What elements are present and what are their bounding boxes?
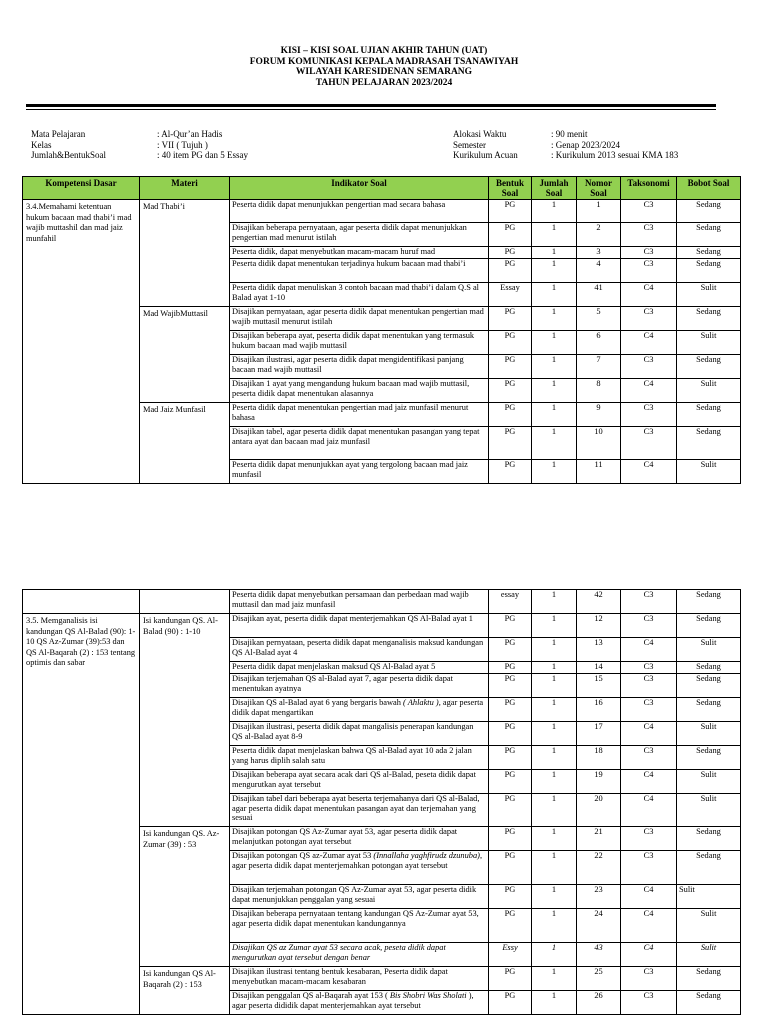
indikator-text: Disajikan ayat, peserta didik dapat menterjemahkan QS Al-Balad ayat 1: [232, 614, 473, 623]
indikator-cell: [230, 943, 489, 967]
taksonomi-cell: C3: [621, 355, 677, 379]
bentuk-cell: PG: [489, 460, 532, 484]
bobot-cell: Sedang: [677, 614, 741, 638]
indikator-text: Disajikan beberapa ayat secara acak dari QS al-Balad, peseta didik dapat mengurutkan ayat tersebut: [232, 770, 476, 789]
taksonomi-cell: C3: [621, 827, 677, 851]
jumlah-cell: 1: [532, 885, 577, 909]
taksonomi-cell: C4: [621, 794, 677, 827]
bobot-cell: Sulit: [677, 379, 741, 403]
nomor-cell: 9: [577, 403, 621, 427]
jumlah-cell: 1: [532, 698, 577, 722]
taksonomi-cell: C4: [621, 460, 677, 484]
indikator-text: Peserta didik dapat menentukan pengertian mad jaiz munfasil menurut bahasa: [232, 403, 469, 422]
indikator-cell: [230, 331, 489, 355]
indikator-text: Disajikan terjemahan QS al-Balad ayat 7, agar peserta didik dapat menentukan ayatnya: [232, 674, 453, 693]
taksonomi-cell: C4: [621, 722, 677, 746]
indikator-text: Disajikan QS az Zumar ayat 53 secara acak, peseta didik dapat mengurutkan ayat tersebut dengan benar: [232, 943, 446, 962]
table-row: [23, 590, 741, 614]
nomor-cell: 15: [577, 674, 621, 698]
bobot-cell: Sedang: [677, 851, 741, 885]
bobot-cell: Sedang: [677, 259, 741, 283]
bobot-cell: Sulit: [677, 885, 741, 909]
indikator-cell: [230, 909, 489, 943]
nomor-cell: 3: [577, 247, 621, 259]
taksonomi-cell: C3: [621, 403, 677, 427]
indikator-cell: [230, 223, 489, 247]
nomor-cell: 14: [577, 662, 621, 674]
col-header-taksonomi: Taksonomi: [621, 177, 677, 200]
bobot-cell: Sulit: [677, 909, 741, 943]
jumlah-cell: 1: [532, 307, 577, 331]
taksonomi-cell: C3: [621, 698, 677, 722]
indikator-cell: [230, 379, 489, 403]
bobot-cell: Sedang: [677, 698, 741, 722]
indikator-italic-text: (Innallaha yaghfirudz dzunuba): [373, 851, 480, 860]
col-header-bentuk: Bentuk Soal: [489, 177, 532, 200]
taksonomi-cell: C4: [621, 943, 677, 967]
header-line-1: KISI – KISI SOAL UJIAN AKHIR TAHUN (UAT): [280, 46, 488, 56]
bentuk-cell: PG: [489, 674, 532, 698]
nomor-cell: 13: [577, 638, 621, 662]
indikator-text: Disajikan penggalan QS al-Baqarah ayat 153 (: [232, 991, 388, 1000]
indikator-cell: [230, 590, 489, 614]
bobot-cell: Sedang: [677, 991, 741, 1015]
nomor-cell: 41: [577, 283, 621, 307]
info-right-labels: [453, 129, 518, 161]
indikator-cell: [230, 247, 489, 259]
table-header-row: [23, 177, 741, 200]
nomor-cell: 20: [577, 794, 621, 827]
indikator-text: Peserta didik dapat menjelaskan maksud QS Al-Balad ayat 5: [232, 662, 436, 671]
bentuk-cell: PG: [489, 403, 532, 427]
nomor-cell: 21: [577, 827, 621, 851]
info-right-values: [551, 129, 678, 161]
indikator-cell: [230, 200, 489, 223]
indikator-cell: [230, 851, 489, 885]
indikator-text: Peserta didik dapat menentukan terjadinya hukum bacaan mad thabi’i: [232, 259, 466, 268]
bentuk-cell: PG: [489, 909, 532, 943]
indikator-cell: [230, 259, 489, 283]
nomor-cell: 7: [577, 355, 621, 379]
indikator-cell: [230, 794, 489, 827]
bobot-cell: Sedang: [677, 307, 741, 331]
nomor-cell: 12: [577, 614, 621, 638]
jumlah-cell: 1: [532, 460, 577, 484]
header-line-2: FORUM KOMUNIKASI KEPALA MADRASAH TSANAWIYAH: [249, 56, 519, 67]
indikator-text: Disajikan ilustrasi tentang bentuk kesabaran, Peserta didik dapat menyebutkan macam-macam kesabaran: [232, 967, 448, 986]
materi-cell: Mad Thabi’i: [140, 200, 230, 307]
taksonomi-cell: C3: [621, 967, 677, 991]
bobot-cell: Sedang: [677, 827, 741, 851]
indikator-text: Disajikan terjemahan potongan QS Az-Zumar ayat 53, agar peserta didik dapat menunjukkan penggalan yang sesuai: [232, 885, 477, 904]
bentuk-cell: PG: [489, 794, 532, 827]
bentuk-cell: PG: [489, 662, 532, 674]
indikator-italic-text: ( Ahlaktu ): [403, 698, 439, 707]
jumlah-cell: 1: [532, 770, 577, 794]
bentuk-cell: PG: [489, 307, 532, 331]
indikator-cell: [230, 827, 489, 851]
nomor-cell: 16: [577, 698, 621, 722]
nomor-cell: 10: [577, 427, 621, 460]
jumlah-cell: 1: [532, 379, 577, 403]
bentuk-cell: PG: [489, 638, 532, 662]
indikator-cell: [230, 885, 489, 909]
jumlah-cell: 1: [532, 403, 577, 427]
header-divider-thick: [26, 104, 716, 107]
info-left-values: [157, 129, 248, 161]
jumlah-cell: 1: [532, 991, 577, 1015]
bentuk-cell: PG: [489, 427, 532, 460]
jumlah-cell: 1: [532, 746, 577, 770]
indikator-text: Disajikan potongan QS az-Zumar ayat 53: [232, 851, 372, 860]
indikator-text: Disajikan pernyataan, peserta didik dapat menganalisis maksud kandungan QS Al-Balad ayat 4: [232, 638, 484, 657]
jumlah-cell: 1: [532, 223, 577, 247]
materi-cell: Isi kandungan QS. Al-Balad (90) : 1-10: [140, 614, 230, 827]
indikator-cell: [230, 638, 489, 662]
bentuk-cell: PG: [489, 247, 532, 259]
info-value: : Kurikulum 2013 sesuai KMA 183: [551, 150, 679, 160]
materi-cell: [140, 590, 230, 614]
taksonomi-cell: C3: [621, 991, 677, 1015]
taksonomi-cell: C3: [621, 247, 677, 259]
info-label: Semester: [453, 139, 486, 150]
jumlah-cell: 1: [532, 909, 577, 943]
jumlah-cell: 1: [532, 794, 577, 827]
col-header-materi: Materi: [140, 177, 230, 200]
indikator-cell: [230, 722, 489, 746]
indikator-cell: [230, 283, 489, 307]
materi-cell: Mad Jaiz Munfasil: [140, 403, 230, 484]
taksonomi-cell: C3: [621, 259, 677, 283]
info-label: Alokasi Waktu: [453, 129, 507, 139]
bentuk-cell: PG: [489, 200, 532, 223]
bobot-cell: Sulit: [677, 331, 741, 355]
bentuk-cell: Essay: [489, 283, 532, 307]
nomor-cell: 19: [577, 770, 621, 794]
indikator-cell: [230, 460, 489, 484]
indikator-text: Peserta didik dapat menjelaskan bahwa QS al-Balad ayat 10 ada 2 jalan yang harus diplih salah satu: [232, 746, 472, 765]
jumlah-cell: 1: [532, 427, 577, 460]
indikator-cell: [230, 355, 489, 379]
bentuk-cell: PG: [489, 379, 532, 403]
indikator-text: Peserta didik dapat menunjukkan ayat yang tergolong bacaan mad jaiz munfasil: [232, 460, 468, 479]
bentuk-cell: PG: [489, 259, 532, 283]
info-value: : Al-Qur’an Hadis: [157, 129, 223, 139]
bobot-cell: Sedang: [677, 746, 741, 770]
jumlah-cell: 1: [532, 943, 577, 967]
indikator-text: Disajikan QS al-Balad ayat 6 yang bergaris bawah: [232, 698, 401, 707]
bobot-cell: Sedang: [677, 200, 741, 223]
bobot-cell: Sulit: [677, 943, 741, 967]
indikator-tail-text: , agar peserta didik dapat mengartikan: [232, 698, 484, 717]
indikator-text: Disajikan tabel, agar peserta didik dapat menentukan pasangan yang tepat antara ayat dan bacaan mad jaiz munfasil: [232, 427, 480, 446]
bentuk-cell: PG: [489, 885, 532, 909]
header-line-3: WILAYAH KARESIDENAN SEMARANG: [295, 67, 473, 77]
taksonomi-cell: C4: [621, 885, 677, 909]
materi-cell: Isi kandungan QS. Az-Zumar (39) : 53: [140, 827, 230, 967]
jumlah-cell: 1: [532, 247, 577, 259]
taksonomi-cell: C4: [621, 283, 677, 307]
nomor-cell: 4: [577, 259, 621, 283]
bobot-cell: Sulit: [677, 283, 741, 307]
indikator-tail-text: ), agar peserta dididik dapat menterjemahkan ayat tersebut: [232, 991, 474, 1010]
bentuk-cell: PG: [489, 967, 532, 991]
indikator-text: Peserta didik, dapat menyebutkan macam-macam huruf mad: [232, 247, 436, 256]
nomor-cell: 2: [577, 223, 621, 247]
info-value: : VII ( Tujuh ): [157, 139, 208, 150]
indikator-cell: [230, 662, 489, 674]
jumlah-cell: 1: [532, 200, 577, 223]
indikator-text: Disajikan potongan QS Az-Zumar ayat 53, agar peserta didik dapat melanjutkan potongan ayat tersebut: [232, 827, 458, 846]
bentuk-cell: PG: [489, 851, 532, 885]
indikator-cell: [230, 403, 489, 427]
bentuk-cell: essay: [489, 590, 532, 614]
kisi-table-page-2: [22, 589, 741, 1015]
taksonomi-cell: C3: [621, 746, 677, 770]
jumlah-cell: 1: [532, 662, 577, 674]
bentuk-cell: PG: [489, 698, 532, 722]
nomor-cell: 24: [577, 909, 621, 943]
indikator-cell: [230, 427, 489, 460]
nomor-cell: 11: [577, 460, 621, 484]
bobot-cell: Sedang: [677, 223, 741, 247]
nomor-cell: 42: [577, 590, 621, 614]
indikator-text: Disajikan pernyataan, agar peserta didik dapat menentukan pengertian mad wajib muttasil menurut istilah: [232, 307, 484, 326]
jumlah-cell: 1: [532, 827, 577, 851]
info-left-labels: [31, 129, 106, 161]
taksonomi-cell: C3: [621, 851, 677, 885]
taksonomi-cell: C3: [621, 307, 677, 331]
nomor-cell: 6: [577, 331, 621, 355]
bentuk-cell: PG: [489, 746, 532, 770]
indikator-cell: [230, 746, 489, 770]
jumlah-cell: 1: [532, 674, 577, 698]
taksonomi-cell: C4: [621, 379, 677, 403]
nomor-cell: 23: [577, 885, 621, 909]
header-divider-thin: [26, 109, 716, 110]
bentuk-cell: PG: [489, 827, 532, 851]
taksonomi-cell: C4: [621, 638, 677, 662]
jumlah-cell: 1: [532, 851, 577, 885]
kisi-table-page-1: [22, 176, 741, 484]
bentuk-cell: Essy: [489, 943, 532, 967]
jumlah-cell: 1: [532, 259, 577, 283]
info-label: Kurikulum Acuan: [453, 150, 518, 160]
indikator-cell: [230, 967, 489, 991]
indikator-text: Disajikan ilustrasi, peserta didik dapat mangalisis penerapan kandungan QS al-Balad ayat 8-9: [232, 722, 474, 741]
indikator-italic-text: Bis Shobri Was Sholati: [389, 991, 467, 1000]
bentuk-cell: PG: [489, 614, 532, 638]
taksonomi-cell: C4: [621, 770, 677, 794]
bobot-cell: Sedang: [677, 967, 741, 991]
indikator-text: Disajikan ilustrasi, agar peserta didik dapat mengidentifikasi panjang bacaan mad wajib muttasil: [232, 355, 464, 374]
indikator-text: Peserta didik dapat menuliskan 3 contoh bacaan mad thabi’i dalam Q.S al Balad ayat 1-10: [232, 283, 479, 302]
taksonomi-cell: C3: [621, 223, 677, 247]
bentuk-cell: PG: [489, 770, 532, 794]
bentuk-cell: PG: [489, 223, 532, 247]
bentuk-cell: PG: [489, 355, 532, 379]
jumlah-cell: 1: [532, 355, 577, 379]
bobot-cell: Sedang: [677, 590, 741, 614]
col-header-bobot: Bobot Soal: [677, 177, 741, 200]
taksonomi-cell: C3: [621, 662, 677, 674]
taksonomi-cell: C3: [621, 674, 677, 698]
nomor-cell: 17: [577, 722, 621, 746]
jumlah-cell: 1: [532, 722, 577, 746]
indikator-text: Peserta didik dapat menunjukkan pengertian mad secara bahasa: [232, 200, 446, 209]
indikator-tail-text: , agar peserta didik dapat menterjemahkan potongan ayat tersebut: [232, 851, 483, 870]
info-value: : 90 menit: [551, 129, 588, 139]
bobot-cell: Sedang: [677, 403, 741, 427]
indikator-text: Disajikan beberapa pernyataan, agar peserta didik dapat menunjukkan pengertian mad menurut istilah: [232, 223, 467, 242]
col-header-kompetensi: Kompetensi Dasar: [23, 177, 140, 200]
jumlah-cell: 1: [532, 614, 577, 638]
indikator-text: Disajikan beberapa ayat, peserta didik dapat menentukan yang termasuk hukum bacaan mad wajib muttasil: [232, 331, 475, 350]
taksonomi-cell: C3: [621, 590, 677, 614]
col-header-jumlah: Jumlah Soal: [532, 177, 577, 200]
bobot-cell: Sulit: [677, 722, 741, 746]
bobot-cell: Sulit: [677, 794, 741, 827]
indikator-cell: [230, 307, 489, 331]
nomor-cell: 22: [577, 851, 621, 885]
table-row: [23, 614, 741, 638]
nomor-cell: 5: [577, 307, 621, 331]
taksonomi-cell: C4: [621, 909, 677, 943]
indikator-cell: [230, 674, 489, 698]
indikator-cell: [230, 991, 489, 1015]
nomor-cell: 1: [577, 200, 621, 223]
bobot-cell: Sedang: [677, 355, 741, 379]
bobot-cell: Sulit: [677, 770, 741, 794]
info-label: Mata Pelajaran: [31, 129, 86, 139]
info-label: Jumlah&BentukSoal: [31, 150, 106, 160]
nomor-cell: 18: [577, 746, 621, 770]
jumlah-cell: 1: [532, 283, 577, 307]
kompetensi-dasar-cell: [23, 590, 140, 614]
indikator-cell: [230, 698, 489, 722]
info-label: Kelas: [31, 139, 52, 150]
bobot-cell: Sedang: [677, 674, 741, 698]
nomor-cell: 43: [577, 943, 621, 967]
indikator-text: Disajikan tabel dari beberapa ayat beserta terjemahanya dari QS al-Balad, agar peserta didik dapat menentukan pasangan ayat dan terjemahan yang sesuai: [232, 794, 480, 823]
bentuk-cell: PG: [489, 722, 532, 746]
bobot-cell: Sedang: [677, 427, 741, 460]
bobot-cell: Sedang: [677, 247, 741, 259]
nomor-cell: 8: [577, 379, 621, 403]
indikator-text: Disajikan 1 ayat yang mengandung hukum bacaan mad wajib muttasil, peserta didik dapat menentukan alasannya: [232, 379, 470, 398]
table-row: [23, 200, 741, 223]
info-value: : Genap 2023/2024: [551, 139, 620, 150]
nomor-cell: 26: [577, 991, 621, 1015]
bentuk-cell: PG: [489, 991, 532, 1015]
bentuk-cell: PG: [489, 331, 532, 355]
nomor-cell: 25: [577, 967, 621, 991]
jumlah-cell: 1: [532, 331, 577, 355]
materi-cell: Isi kandungan QS Al-Baqarah (2) : 153: [140, 967, 230, 1015]
indikator-text: Peserta didik dapat menyebutkan persamaan dan perbedaan mad wajib muttasil dan mad jaiz munfasil: [232, 590, 469, 609]
taksonomi-cell: C3: [621, 614, 677, 638]
materi-cell: Mad WajibMuttasil: [140, 307, 230, 403]
bobot-cell: Sulit: [677, 460, 741, 484]
bobot-cell: Sulit: [677, 638, 741, 662]
info-value: : 40 item PG dan 5 Essay: [157, 150, 248, 160]
taksonomi-cell: C3: [621, 427, 677, 460]
bobot-cell: Sedang: [677, 662, 741, 674]
indikator-cell: [230, 614, 489, 638]
taksonomi-cell: C3: [621, 200, 677, 223]
jumlah-cell: 1: [532, 590, 577, 614]
indikator-cell: [230, 770, 489, 794]
indikator-text: Disajikan beberapa pernyataan tentang kandungan QS Az-Zumar ayat 53, agar peserta didik dapat menentukan kandungannya: [232, 909, 479, 928]
header-line-4: TAHUN PELAJARAN 2023/2024: [315, 77, 453, 88]
kompetensi-dasar-cell: 3.4.Memahami ketentuan hukum bacaan mad thabi’i mad wajib muttashil dan mad jaiz munfahil: [23, 200, 140, 484]
jumlah-cell: 1: [532, 967, 577, 991]
taksonomi-cell: C4: [621, 331, 677, 355]
document-header: [0, 46, 768, 88]
col-header-nomor: Nomor Soal: [577, 177, 621, 200]
col-header-indikator: Indikator Soal: [230, 177, 489, 200]
jumlah-cell: 1: [532, 638, 577, 662]
kompetensi-dasar-cell: 3.5. Memganalisis isi kandungan QS Al-Balad (90): 1-10 QS Az-Zumar (39):53 dan QS Al-Baqarah (2) : 153 tentang optimis dan sabar: [23, 614, 140, 1015]
